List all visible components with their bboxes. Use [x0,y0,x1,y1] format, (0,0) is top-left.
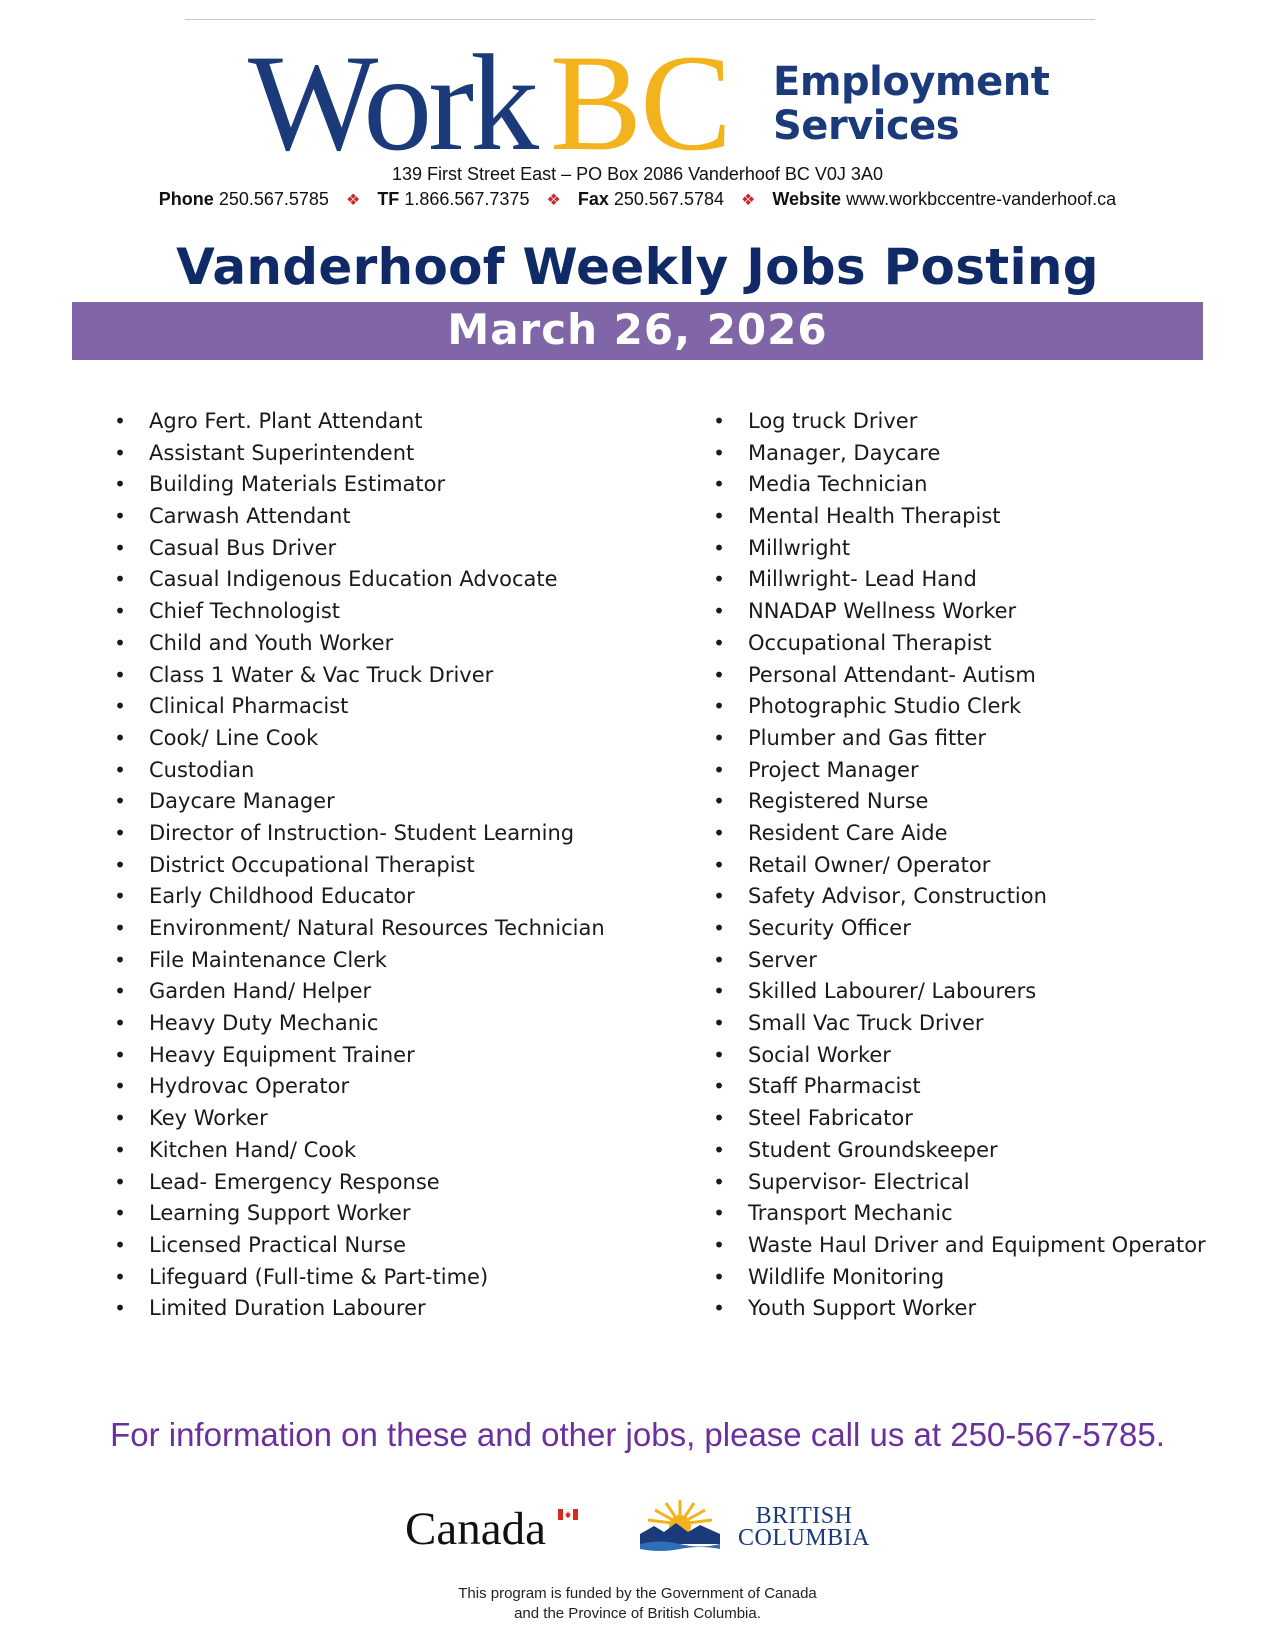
bullet-icon: • [114,409,126,433]
job-title: Licensed Practical Nurse [149,1232,407,1257]
bullet-icon: • [114,820,126,845]
job-title: Photographic Studio Clerk [748,694,1022,719]
separator-icon: ❖ [546,192,561,209]
bullet-icon: • [114,947,126,972]
bullet-icon: • [713,472,725,497]
bullet-icon: • [713,599,725,624]
job-title: Carwash Attendant [149,504,351,529]
bullet-icon: • [713,1137,725,1162]
fax-value: 250.567.5784 [613,189,724,209]
bc-wordmark-line2: COLUMBIA [738,1525,871,1551]
job-title: Garden Hand/ Helper [149,979,372,1004]
job-title: Personal Attendant- Autism [748,662,1036,687]
job-title: Agro Fert. Plant Attendant [149,409,423,433]
job-title: Heavy Equipment Trainer [149,1042,415,1067]
job-title: Clinical Pharmacist [149,694,349,719]
contact-line [0,188,1275,212]
job-title: Cook/ Line Cook [149,725,319,750]
funding-notice-line2: and the Province of British Columbia. [514,1605,761,1622]
bullet-icon: • [713,789,725,814]
job-title: Server [748,947,817,972]
job-title: Supervisor- Electrical [748,1169,970,1194]
bullet-icon: • [713,440,725,465]
bullet-icon: • [713,630,725,655]
job-title: Kitchen Hand/ Cook [149,1137,357,1162]
bullet-icon: • [713,1201,725,1226]
bullet-icon: • [713,1042,725,1067]
bullet-icon: • [114,1042,126,1067]
job-title: Heavy Duty Mechanic [149,1011,379,1036]
bullet-icon: • [114,852,126,877]
job-title: Waste Haul Driver and Equipment Operator [748,1232,1206,1257]
bullet-icon: • [713,820,725,845]
bullet-icon: • [713,979,725,1004]
job-title: Skilled Labourer/ Labourers [748,979,1037,1004]
job-title: Youth Support Worker [748,1296,977,1321]
bc-wordmark-line1: BRITISH [755,1503,853,1529]
date-banner [72,302,1203,360]
office-address: 139 First Street East – PO Box 2086 Vanderhoof BC V0J 3A0 [392,164,883,184]
funding-notice [0,1584,1275,1624]
job-title: Log truck Driver [748,409,918,433]
bullet-icon: • [114,535,126,560]
bullet-icon: • [713,535,725,560]
job-title: Casual Indigenous Education Advocate [149,567,558,592]
job-title: Casual Bus Driver [149,535,337,560]
bullet-icon: • [114,567,126,592]
bullet-icon: • [713,694,725,719]
job-title: Millwright- Lead Hand [748,567,977,592]
bullet-icon: • [713,1106,725,1131]
bullet-icon: • [114,694,126,719]
job-title: Limited Duration Labourer [149,1296,426,1321]
job-title: Environment/ Natural Resources Technician [149,916,605,940]
bullet-icon: • [114,1201,126,1226]
bullet-icon: • [713,1011,725,1036]
bullet-icon: • [713,884,725,909]
website-label: Website [772,189,842,209]
job-title: District Occupational Therapist [149,852,475,877]
bullet-icon: • [114,1232,126,1257]
bullet-icon: • [713,1232,725,1257]
page-title: Vanderhoof Weekly Jobs Posting [176,238,1099,296]
job-title: Director of Instruction- Student Learning [149,820,575,845]
separator-icon: ❖ [741,192,756,209]
job-title: Manager, Daycare [748,440,941,465]
job-title: Lead- Emergency Response [149,1169,440,1194]
logo-subtitle [773,60,1049,148]
bullet-icon: • [114,1137,126,1162]
job-title: Occupational Therapist [748,630,992,655]
bullet-icon: • [713,1169,725,1194]
tf-label: TF [377,189,400,209]
british-columbia-wordmark [738,1505,870,1549]
canada-wordmark [405,1503,546,1555]
job-title: Wildlife Monitoring [748,1264,945,1289]
job-title: Social Worker [748,1042,891,1067]
bullet-icon: • [114,1106,126,1131]
bullet-icon: • [713,662,725,687]
bullet-icon: • [114,630,126,655]
job-title: Security Officer [748,916,911,940]
bullet-icon: • [713,567,725,592]
call-to-action: For information on these and other jobs, please call us at 250-567-5785. [110,1416,1165,1453]
job-title: Daycare Manager [149,789,335,814]
job-title: Hydrovac Operator [149,1074,350,1099]
bullet-icon: • [713,757,725,782]
bullet-icon: • [114,1296,126,1321]
job-title: Staff Pharmacist [748,1074,921,1099]
bullet-icon: • [114,757,126,782]
bullet-icon: • [114,1169,126,1194]
bullet-icon: • [713,947,725,972]
job-title: Learning Support Worker [149,1201,411,1226]
job-title: NNADAP Wellness Worker [748,599,1017,624]
bullet-icon: • [114,789,126,814]
job-title: Lifeguard (Full-time & Part-time) [149,1264,489,1289]
job-title: Class 1 Water & Vac Truck Driver [149,662,494,687]
job-title: Plumber and Gas fitter [748,725,987,750]
bullet-icon: • [713,725,725,750]
job-title: Chief Technologist [149,599,341,624]
bullet-icon: • [713,504,725,529]
separator-icon: ❖ [345,192,361,209]
top-rule [185,19,1095,20]
job-title: Media Technician [748,472,928,497]
bullet-icon: • [114,725,126,750]
bullet-icon: • [114,916,126,940]
job-title: File Maintenance Clerk [149,947,387,972]
logo-subtitle-line2: Services [773,103,960,149]
job-title: Project Manager [748,757,919,782]
canada-flag-icon [558,1509,578,1520]
bullet-icon: • [114,472,126,497]
bullet-icon: • [114,884,126,909]
logo-bc-text: BC [550,26,731,179]
bullet-icon: • [114,662,126,687]
job-title: Building Materials Estimator [149,472,446,497]
logo-subtitle-line1: Employment [773,59,1050,105]
job-title: Millwright [748,535,851,560]
job-title: Retail Owner/ Operator [748,852,991,877]
job-title: Custodian [149,757,255,782]
posting-date: March 26, 2026 [447,305,828,354]
bullet-icon: • [114,979,126,1004]
bullet-icon: • [114,1074,126,1099]
job-title: Registered Nurse [748,789,929,814]
bullet-icon: • [713,1296,725,1321]
job-title: Early Childhood Educator [149,884,415,909]
bullet-icon: • [713,409,725,433]
phone-value: 250.567.5785 [218,189,329,209]
bullet-icon: • [713,1264,725,1289]
tf-value: 1.866.567.7375 [404,189,530,209]
bullet-icon: • [713,1074,725,1099]
bullet-icon: • [114,1264,126,1289]
bc-sun-logo-icon [640,1496,720,1556]
bullet-icon: • [114,1011,126,1036]
job-title: Safety Advisor, Construction [748,884,1047,909]
job-title: Steel Fabricator [748,1106,913,1131]
bullet-icon: • [713,852,725,877]
job-title: Small Vac Truck Driver [748,1011,984,1036]
job-title: Child and Youth Worker [149,630,394,655]
job-title: Mental Health Therapist [748,504,1001,529]
bullet-icon: • [713,916,725,940]
logo-work-text: Work [248,26,536,179]
bullet-icon: • [114,440,126,465]
funding-notice-line1: This program is funded by the Government of Canada [458,1585,817,1602]
bullet-icon: • [114,599,126,624]
job-title: Key Worker [149,1106,268,1131]
website-link[interactable]: www.workbccentre-vanderhoof.ca [846,189,1117,209]
job-title: Transport Mechanic [748,1201,953,1226]
phone-label: Phone [158,189,214,209]
fax-label: Fax [577,189,609,209]
bullet-icon: • [114,504,126,529]
job-title: Student Groundskeeper [748,1137,998,1162]
job-title: Assistant Superintendent [149,440,415,465]
job-title: Resident Care Aide [748,820,948,845]
canada-wordmark-text: Canada [405,1503,546,1555]
